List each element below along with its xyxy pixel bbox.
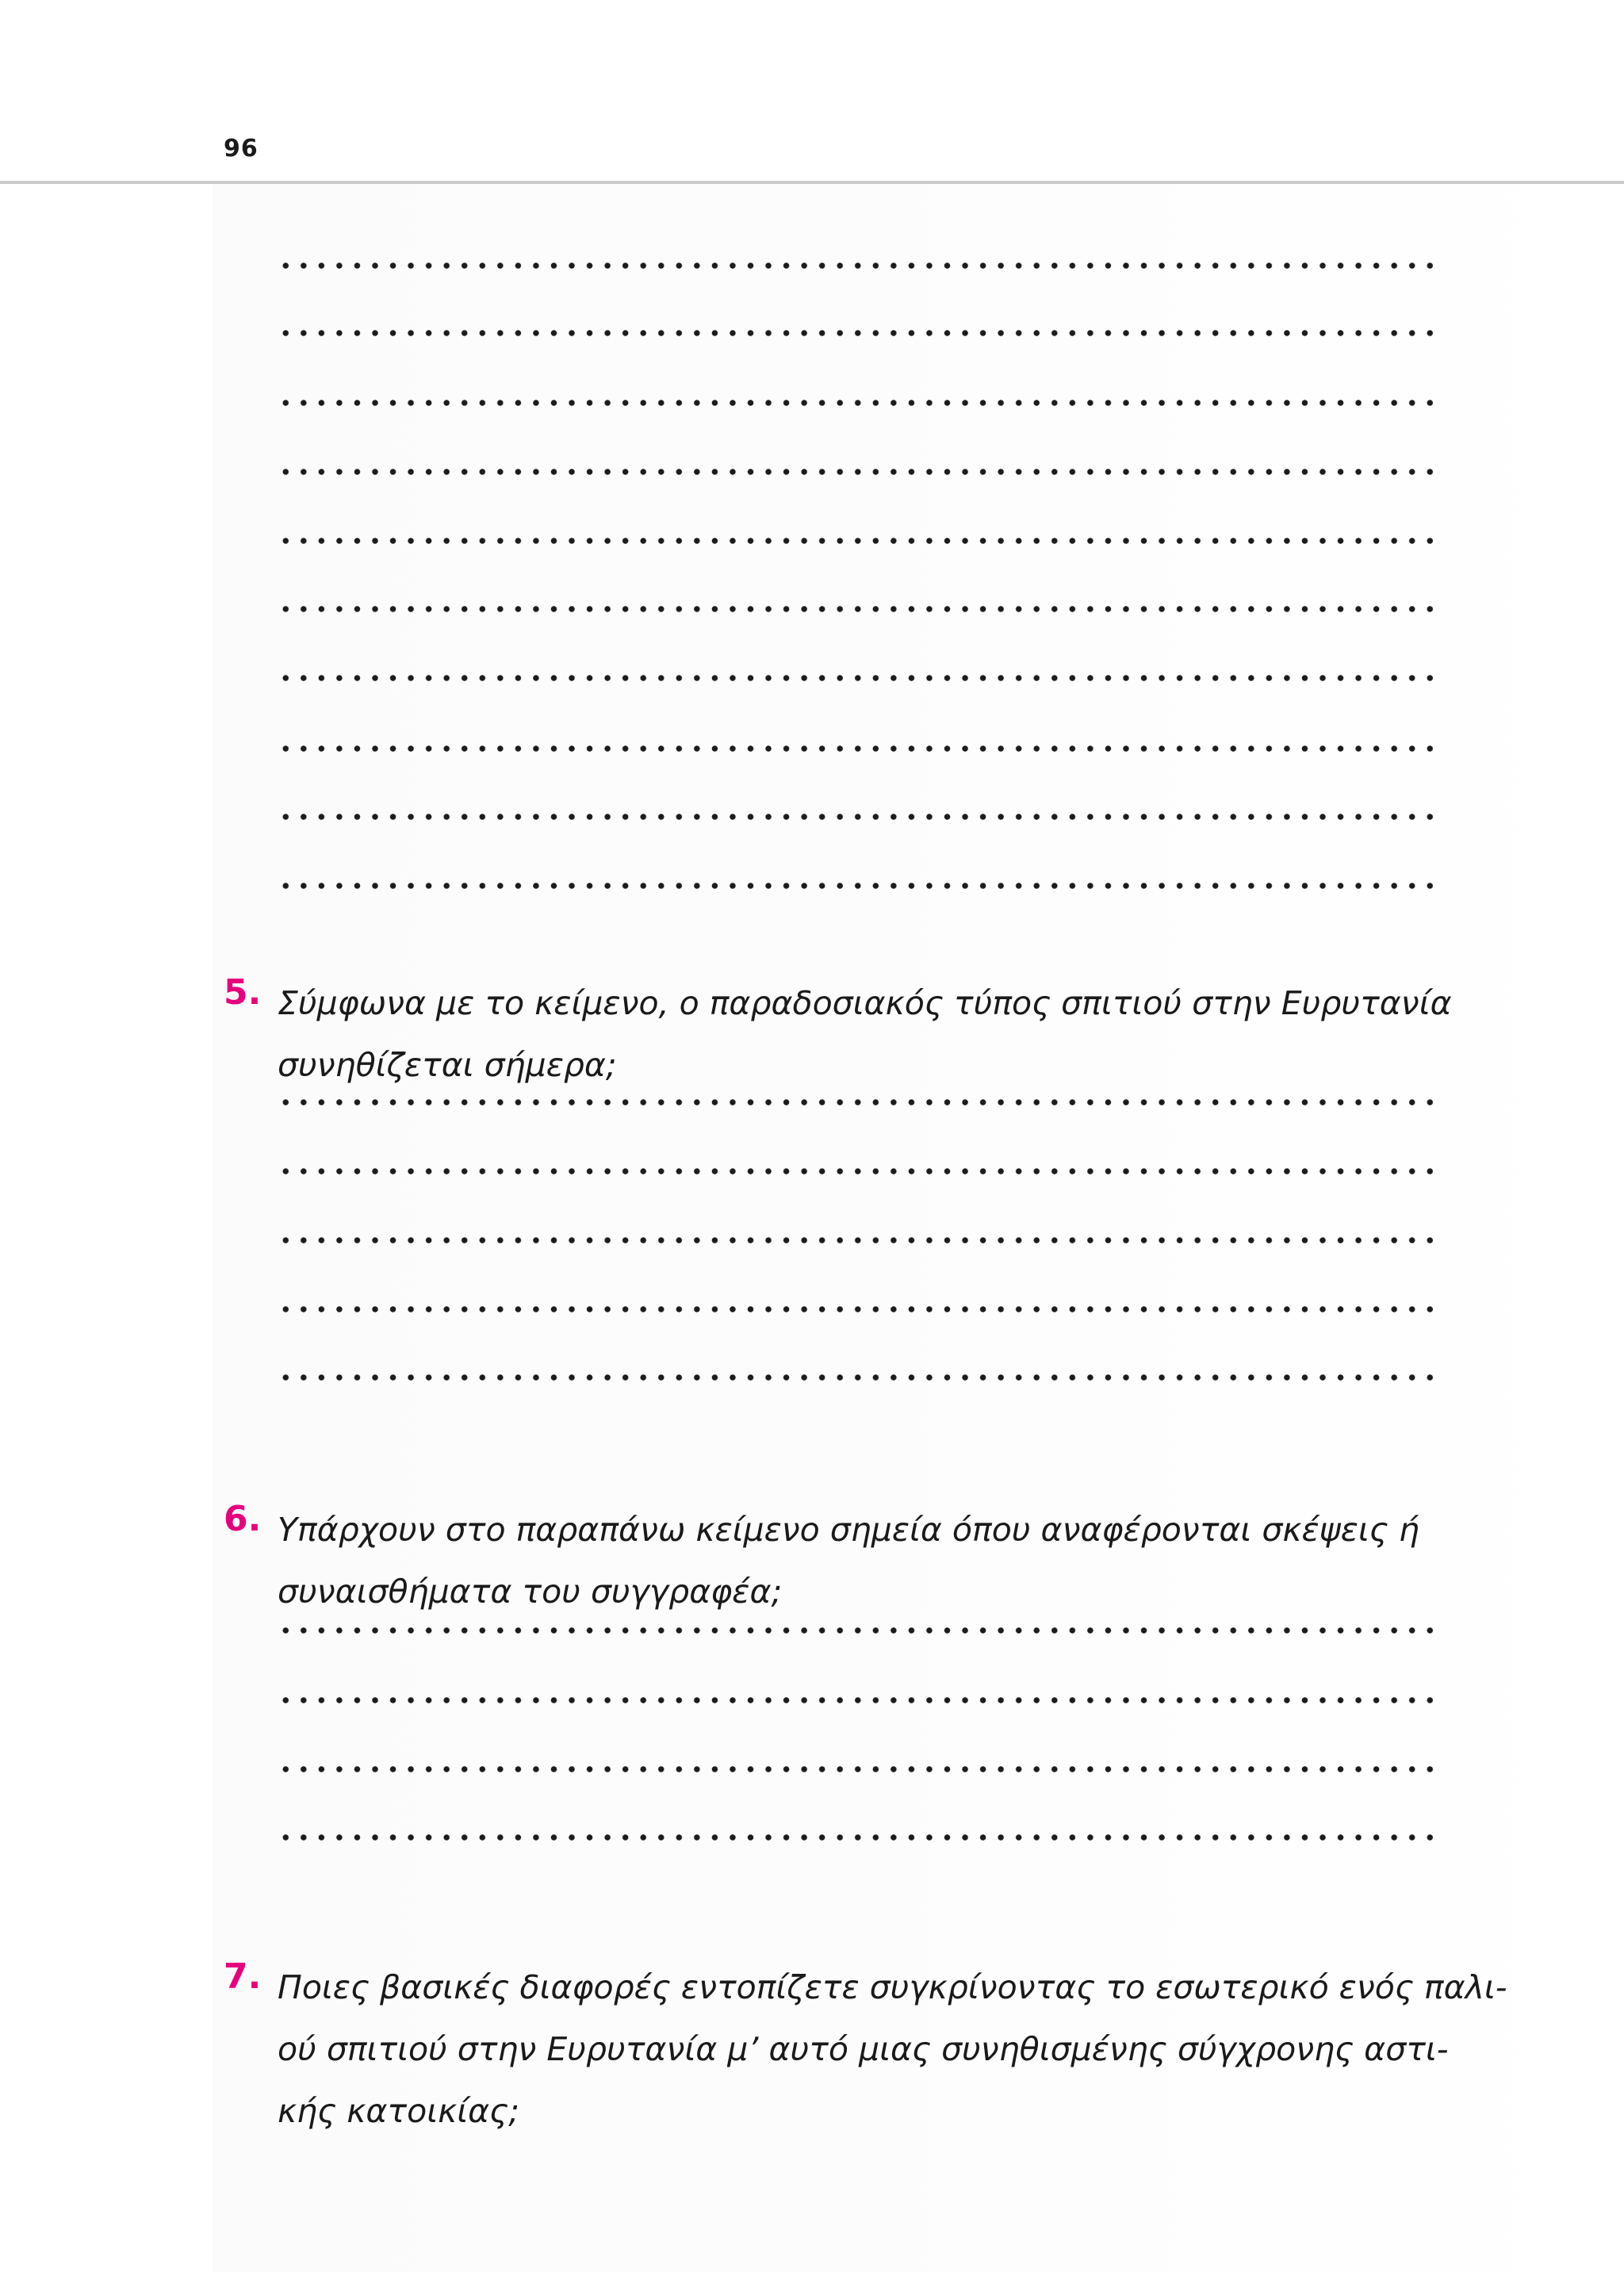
answer-line[interactable] [277,1305,1439,1313]
answer-line[interactable] [277,1696,1439,1704]
question-text-line: συναισθήματα του συγγραφέα; [278,1573,783,1611]
answer-line[interactable] [277,468,1439,476]
answer-line[interactable] [277,1236,1439,1244]
header-rule [0,181,1624,184]
answer-line[interactable] [277,1765,1439,1773]
answer-line[interactable] [277,1374,1439,1381]
answer-line[interactable] [277,813,1439,821]
answer-line[interactable] [277,262,1439,270]
answer-line[interactable] [277,745,1439,753]
answer-line[interactable] [277,399,1439,407]
question-text [278,1499,1459,1623]
question-text-line: Ποιες βασικές διαφορές εντοπίζετε συγκρίνοντας το εσωτερικό ενός παλι- [278,1968,1507,2006]
answer-line[interactable] [277,674,1439,682]
answer-line[interactable] [277,1833,1439,1841]
question-text [278,972,1459,1096]
question-number: 6. [224,1499,262,1539]
answer-line[interactable] [277,1626,1439,1634]
answer-line[interactable] [277,537,1439,545]
question-text-line: συνηθίζεται σήμερα; [278,1046,617,1084]
question-number: 5. [224,972,262,1013]
page-number: 96 [224,135,259,163]
question-text-line: Σύμφωνα με το κείμενο, ο παραδοσιακός τύπος σπιτιού στην Ευρυτανία [278,984,1452,1022]
question-text [278,1956,1507,2142]
answer-line[interactable] [277,605,1439,613]
answer-line[interactable] [277,1167,1439,1175]
question-text-line: ού σπιτιού στην Ευρυτανία μ’ αυτό μιας συνηθισμένης σύγχρονης αστι- [278,2030,1449,2068]
question-text-line: Υπάρχουν στο παραπάνω κείμενο σημεία όπου αναφέρονται σκέψεις ή [278,1511,1419,1549]
answer-line[interactable] [277,329,1439,337]
question-number: 7. [224,1956,262,1997]
question-text-line: κής κατοικίας; [278,2092,520,2130]
answer-line[interactable] [277,882,1439,890]
answer-line[interactable] [277,1098,1439,1106]
